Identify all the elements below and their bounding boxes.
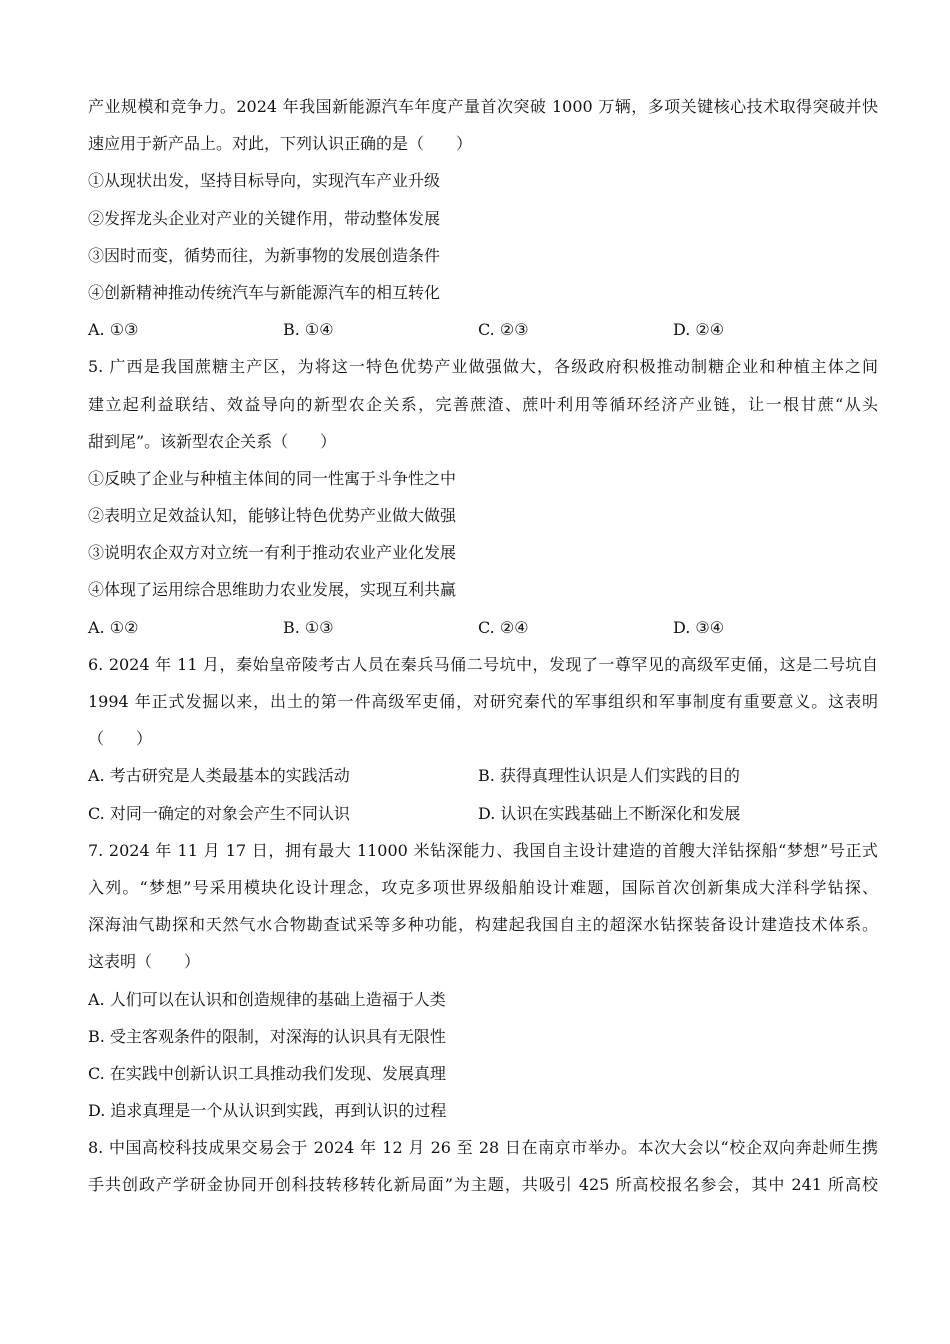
question-4-option-b[interactable]: B. ①④ xyxy=(283,320,334,340)
question-5-stem-line-1: 5. 广西是我国蔗糖主产区，为将这一特色优势产业做强做大，各级政府积极推动制糖企业和种植主体之间 xyxy=(88,357,878,377)
question-4-options xyxy=(88,311,878,348)
question-4-statement-1: ①从现状出发，坚持目标导向，实现汽车产业升级 xyxy=(88,171,441,191)
question-7-option-c[interactable]: C. 在实践中创新认识工具推动我们发现、发展真理 xyxy=(88,1063,446,1083)
question-7-stem-line-3: 深海油气勘探和天然气水合物勘查试采等多种功能，构建起我国自主的超深水钻探装备设计建造技术体系。 xyxy=(88,915,878,935)
question-6-stem-line-3: （ ） xyxy=(88,729,153,749)
question-5-option-d[interactable]: D. ③④ xyxy=(673,617,725,637)
question-6-option-c[interactable]: C. 对同一确定的对象会产生不同认识 xyxy=(88,803,350,823)
question-4-option-a[interactable]: A. ①③ xyxy=(88,320,139,340)
question-6 xyxy=(88,646,878,832)
question-4-statement-3: ③因时而变，循势而往，为新事物的发展创造条件 xyxy=(88,245,441,265)
question-5-options xyxy=(88,609,878,646)
question-7-stem-line-4: 这表明（ ） xyxy=(88,952,201,972)
question-6-option-a[interactable]: A. 考古研究是人类最基本的实践活动 xyxy=(88,766,350,786)
question-7-stem-line-1: 7. 2024 年 11 月 17 日，拥有最大 11000 米钻深能力、我国自主设计建造的首艘大洋钻探船“梦想”号正式 xyxy=(88,840,878,860)
question-4-option-c[interactable]: C. ②③ xyxy=(478,320,529,340)
question-4-statement-2: ②发挥龙头企业对产业的关键作用，带动整体发展 xyxy=(88,208,441,228)
question-5-stem-line-3: 甜到尾”。该新型农企关系（ ） xyxy=(88,431,337,451)
question-5-statement-2: ②表明立足效益认知，能够让特色优势产业做大做强 xyxy=(88,506,457,526)
question-5-option-a[interactable]: A. ①② xyxy=(88,617,139,637)
question-6-option-d[interactable]: D. 认识在实践基础上不断深化和发展 xyxy=(478,803,741,823)
question-7-stem-line-2: 入列。“梦想”号采用模块化设计理念，攻克多项世界级船舶设计难题，国际首次创新集成大洋科学钻探、 xyxy=(88,877,878,897)
question-5-statement-4: ④体现了运用综合思维助力农业发展，实现互利共赢 xyxy=(88,580,457,600)
question-5-option-b[interactable]: B. ①③ xyxy=(283,617,334,637)
question-4-statement-4: ④创新精神推动传统汽车与新能源汽车的相互转化 xyxy=(88,282,441,302)
question-8-stem-line-1: 8. 中国高校科技成果交易会于 2024 年 12 月 26 至 28 日在南京市举办。本次大会以“校企双向奔赴师生携 xyxy=(88,1138,878,1158)
question-4 xyxy=(88,88,878,348)
question-7-option-a[interactable]: A. 人们可以在认识和创造规律的基础上造福于人类 xyxy=(88,989,446,1009)
question-4-stem-line-2: 速应用于新产品上。对此，下列认识正确的是（ ） xyxy=(88,134,473,154)
exam-page xyxy=(88,88,878,1204)
question-7-option-d[interactable]: D. 追求真理是一个从认识到实践，再到认识的过程 xyxy=(88,1101,447,1121)
question-8 xyxy=(88,1129,878,1203)
question-6-stem-line-2: 1994 年正式发掘以来，出土的第一件高级军吏俑，对研究秦代的军事组织和军事制度有重要意义。这表明 xyxy=(88,692,878,711)
question-5-statement-1: ①反映了企业与种植主体间的同一性寓于斗争性之中 xyxy=(88,468,457,488)
question-6-option-b[interactable]: B. 获得真理性认识是人们实践的目的 xyxy=(478,766,740,786)
question-7-option-b[interactable]: B. 受主客观条件的限制，对深海的认识具有无限性 xyxy=(88,1026,446,1046)
question-6-options-row-1 xyxy=(88,757,878,794)
question-4-option-d[interactable]: D. ②④ xyxy=(673,320,725,340)
question-6-stem-line-1: 6. 2024 年 11 月，秦始皇帝陵考古人员在秦兵马俑二号坑中，发现了一尊罕见的高级军吏俑，这是二号坑自 xyxy=(88,654,878,674)
question-8-stem-line-2: 手共创政产学研金协同开创科技转移转化新局面”为主题，共吸引 425 所高校报名参会，其中 241 所高校 xyxy=(88,1175,878,1195)
question-6-options-row-2 xyxy=(88,795,878,832)
question-5-option-c[interactable]: C. ②④ xyxy=(478,617,529,637)
question-5 xyxy=(88,348,878,646)
question-7 xyxy=(88,832,878,1130)
question-4-stem-line-1: 产业规模和竞争力。2024 年我国新能源汽车年度产量首次突破 1000 万辆，多项关键核心技术取得突破并快 xyxy=(88,97,878,116)
question-5-statement-3: ③说明农企双方对立统一有利于推动农业产业化发展 xyxy=(88,543,457,563)
question-5-stem-line-2: 建立起利益联结、效益导向的新型农企关系，完善蔗渣、蔗叶利用等循环经济产业链，让一根甘蔗“从头 xyxy=(88,394,878,414)
